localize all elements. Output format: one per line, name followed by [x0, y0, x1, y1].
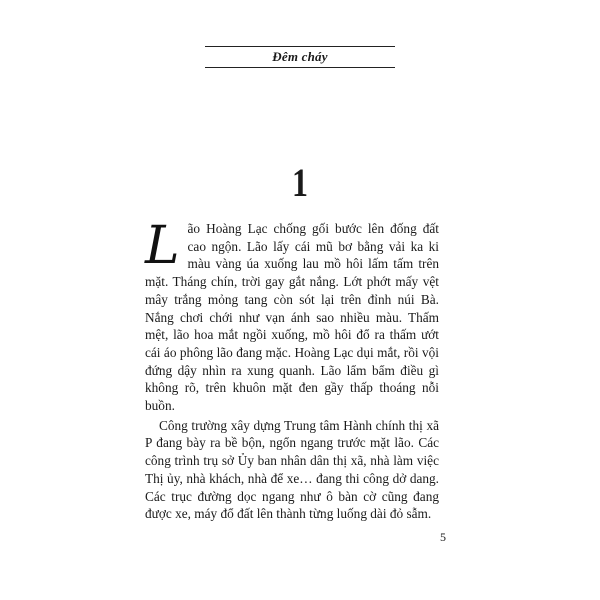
paragraph-1	[145, 216, 439, 415]
paragraph-1-text: ão Hoàng Lạc chống gối bước lên đống đất cao ngộn. Lão lấy cái mũ bơ bằng vải ka ki màu vàng úa xuống lau mồ hôi lấm tấm trên mặt. Tháng chín, trời gay gắt nắng. Lớt phớt mấy vệt mây trắng mỏng tang còn sót lại trên đỉnh núi Bà. Nắng chơi chới như vạn ánh sao nhiều màu. Thấm mệt, lão hoa mắt ngồi xuống, mồ hôi đổ ra thấm ướt cái áo phông lão đang mặc. Hoàng Lạc dụi mắt, rồi vội đứng dậy nhìn ra xung quanh. Lão lẩm bẩm điều gì không rõ, trên khuôn mặt đen gầy thấp thoáng nỗi buồn.	[145, 221, 439, 414]
chapter-number: 1	[292, 160, 308, 205]
body-text	[145, 216, 439, 523]
header-title: Đêm cháy	[272, 49, 328, 64]
page-number: 5	[440, 530, 446, 544]
running-header	[205, 46, 395, 68]
drop-cap: L	[145, 216, 180, 276]
header-rule-bottom	[205, 67, 395, 68]
paragraph-2: Công trường xây dựng Trung tâm Hành chính thị xã P đang bày ra bề bộn, ngổn ngang trước mặt lão. Các công trình trụ sở Ủy ban nhân dân thị xã, nhà làm việc Thị ủy, nhà khách, nhà để xe… đang thi công dở dang. Các trục đường dọc ngang như ô bàn cờ cũng đang được xe, máy đổ đất lên thành từng luống dài đỏ sẫm.	[145, 417, 439, 522]
header-rule-top	[205, 46, 395, 47]
